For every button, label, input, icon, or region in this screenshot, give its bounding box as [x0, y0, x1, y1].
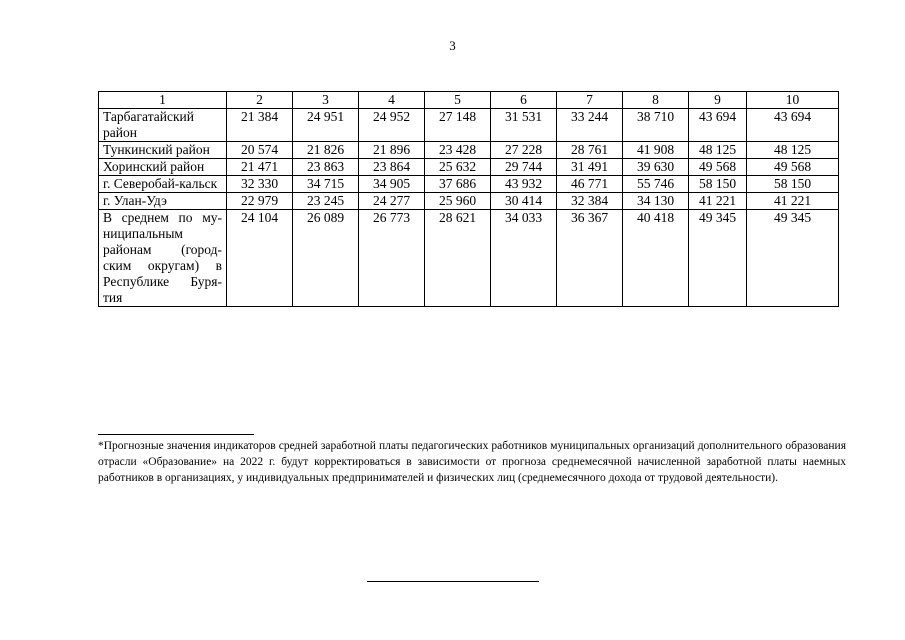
table-cell: 25 960: [425, 193, 491, 210]
table-cell: 31 491: [557, 159, 623, 176]
column-header: 5: [425, 92, 491, 109]
table-cell: 21 826: [293, 142, 359, 159]
column-header: 6: [491, 92, 557, 109]
table-row: [99, 142, 839, 159]
row-label: Тункинский район: [99, 142, 227, 159]
column-header: 2: [227, 92, 293, 109]
page-number: 3: [449, 38, 456, 53]
table-cell: 23 863: [293, 159, 359, 176]
table-cell: 20 574: [227, 142, 293, 159]
table-cell: 23 428: [425, 142, 491, 159]
table-row: [99, 109, 839, 142]
row-label: Хоринский район: [99, 159, 227, 176]
table-cell: 24 277: [359, 193, 425, 210]
footnote-divider: [98, 434, 254, 435]
column-header: 4: [359, 92, 425, 109]
row-label: В среднем по му-ниципальным районам (город-ским округам) в Республике Буря-тия: [99, 210, 227, 307]
table-cell: 28 621: [425, 210, 491, 307]
table-cell: 49 568: [689, 159, 747, 176]
table-cell: 41 908: [623, 142, 689, 159]
table-cell: 31 531: [491, 109, 557, 142]
table-cell: 39 630: [623, 159, 689, 176]
row-label: Тарбагатайский район: [99, 109, 227, 142]
table-cell: 48 125: [689, 142, 747, 159]
table-cell: 43 694: [689, 109, 747, 142]
table-cell: 25 632: [425, 159, 491, 176]
table-cell: 41 221: [689, 193, 747, 210]
table-row: [99, 193, 839, 210]
table-cell: 30 414: [491, 193, 557, 210]
table-cell: 33 244: [557, 109, 623, 142]
table-cell: 34 715: [293, 176, 359, 193]
table-cell: 38 710: [623, 109, 689, 142]
table-row: [99, 159, 839, 176]
table-cell: 32 330: [227, 176, 293, 193]
table-cell: 41 221: [747, 193, 839, 210]
column-header: 3: [293, 92, 359, 109]
footnote: *Прогнозные значения индикаторов средней заработной платы педагогических работников муниципальных организаций дополнительного образования отрасли «Образование» на 2022 г. будут корректироваться в зависимости от прогноза среднемесячной начисленной заработной платы наемных работников в организациях, у индивидуальных предпринимателей и физических лиц (среднемесячного дохода от трудовой деятельности).: [98, 440, 846, 484]
table-cell: 49 345: [747, 210, 839, 307]
table-cell: 24 952: [359, 109, 425, 142]
table-row: [99, 176, 839, 193]
table-cell: 36 367: [557, 210, 623, 307]
table-cell: 26 773: [359, 210, 425, 307]
column-header: 1: [99, 92, 227, 109]
column-header: 10: [747, 92, 839, 109]
table-cell: 49 345: [689, 210, 747, 307]
table-row: [99, 210, 839, 307]
table-cell: 27 228: [491, 142, 557, 159]
column-header: 9: [689, 92, 747, 109]
table-cell: 34 033: [491, 210, 557, 307]
header-row: [99, 92, 839, 109]
table-cell: 27 148: [425, 109, 491, 142]
salary-table: [98, 91, 839, 307]
table-cell: 24 951: [293, 109, 359, 142]
table-cell: 58 150: [689, 176, 747, 193]
table-cell: 21 896: [359, 142, 425, 159]
table-cell: 40 418: [623, 210, 689, 307]
table-cell: 48 125: [747, 142, 839, 159]
table-cell: 49 568: [747, 159, 839, 176]
table-cell: 22 979: [227, 193, 293, 210]
end-divider: [367, 581, 539, 582]
table-cell: 32 384: [557, 193, 623, 210]
table-cell: 23 245: [293, 193, 359, 210]
row-label: г. Северобай-кальск: [99, 176, 227, 193]
table-cell: 29 744: [491, 159, 557, 176]
table-cell: 43 932: [491, 176, 557, 193]
table-cell: 24 104: [227, 210, 293, 307]
table-cell: 58 150: [747, 176, 839, 193]
table-cell: 26 089: [293, 210, 359, 307]
column-header: 7: [557, 92, 623, 109]
row-label: г. Улан-Удэ: [99, 193, 227, 210]
table-cell: 43 694: [747, 109, 839, 142]
table-cell: 28 761: [557, 142, 623, 159]
table-cell: 37 686: [425, 176, 491, 193]
table-cell: 21 471: [227, 159, 293, 176]
table-cell: 23 864: [359, 159, 425, 176]
table-cell: 21 384: [227, 109, 293, 142]
table-cell: 46 771: [557, 176, 623, 193]
column-header: 8: [623, 92, 689, 109]
table-cell: 34 905: [359, 176, 425, 193]
table-cell: 55 746: [623, 176, 689, 193]
table-cell: 34 130: [623, 193, 689, 210]
